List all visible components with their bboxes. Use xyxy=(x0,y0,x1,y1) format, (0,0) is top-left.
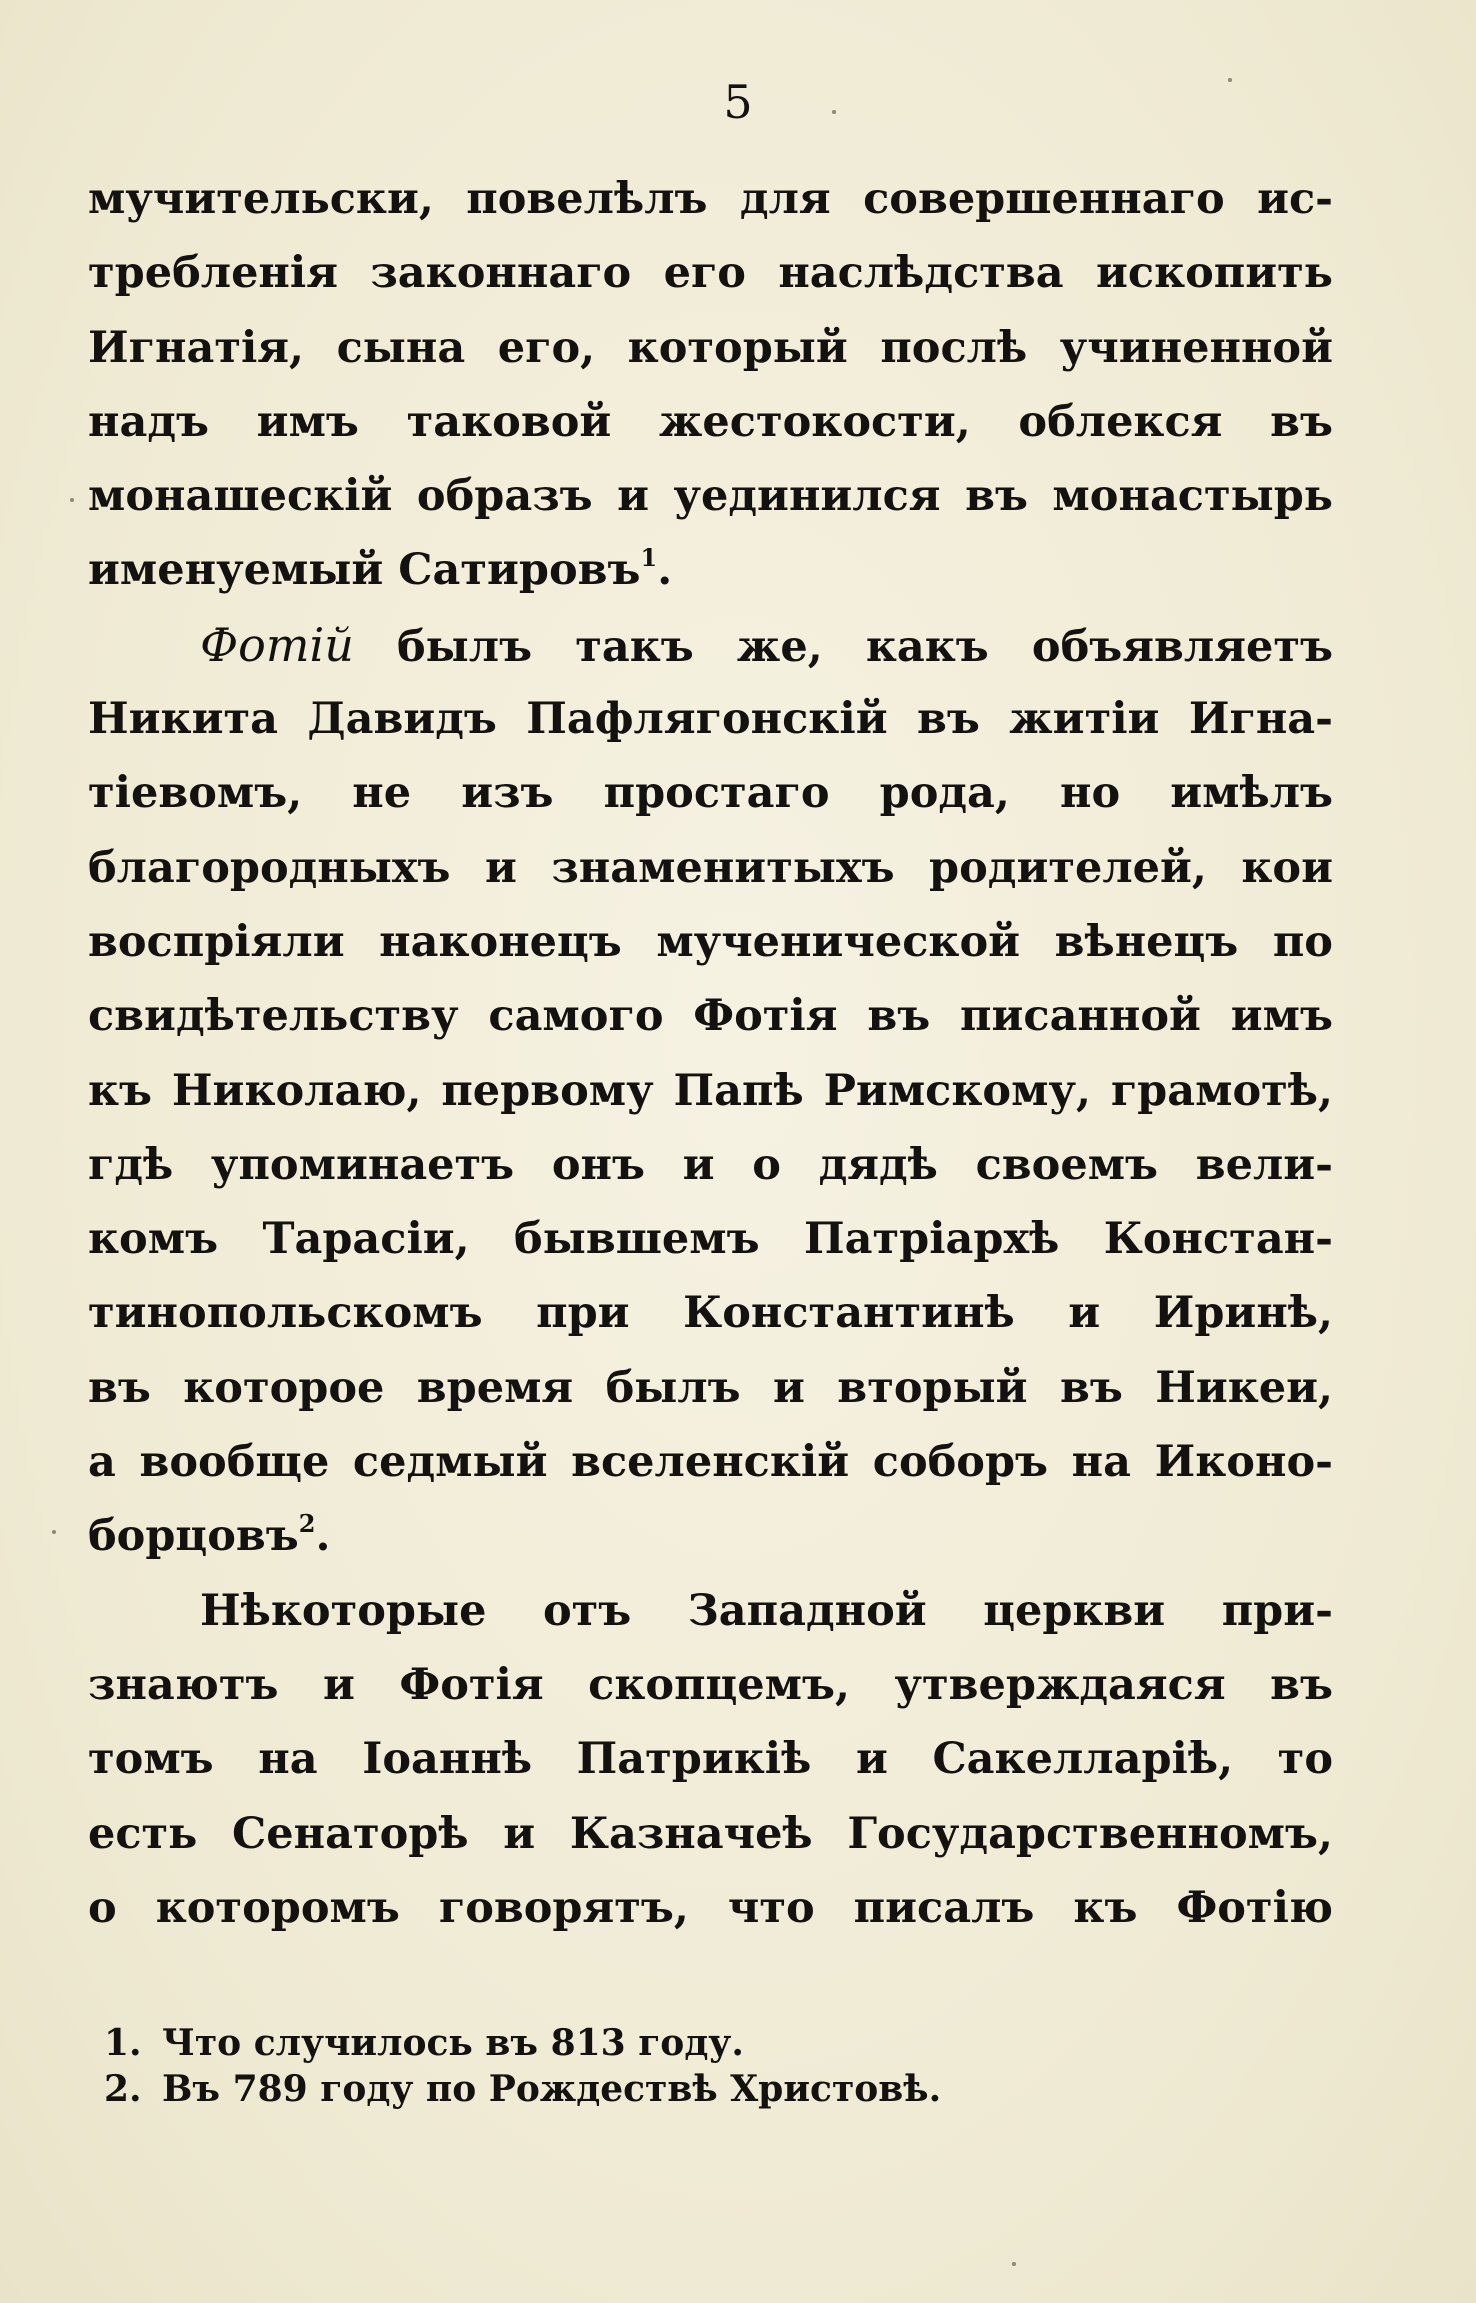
text-line: гдѣ упоминаетъ онъ и о дядѣ своемъ вели- xyxy=(88,1139,1333,1190)
text-line: монашескій образъ и уединился въ монастырь xyxy=(88,471,1333,522)
text-line xyxy=(88,1499,1333,1573)
paper-speck xyxy=(832,110,836,114)
text-line: комъ Тарасіи, бывшемъ Патріархѣ Констан- xyxy=(88,1214,1333,1265)
text-line: Игнатія, сына его, который послѣ учиненной xyxy=(88,322,1333,373)
footnote-number: 1. xyxy=(104,2022,142,2064)
footnote-number: 2. xyxy=(104,2068,142,2110)
footnote xyxy=(104,2066,1304,2112)
line-punctuation: . xyxy=(657,545,673,596)
text-line: къ Николаю, первому Папѣ Римскому, грамотѣ, xyxy=(88,1065,1333,1116)
text-line: Нѣкоторые отъ Западной церкви при- xyxy=(200,1585,1333,1636)
footnote-marker: 1 xyxy=(640,543,658,573)
body-text xyxy=(88,162,1333,1945)
footnotes xyxy=(104,2020,1304,2112)
line-punctuation: . xyxy=(315,1511,331,1562)
text-line: свидѣтельству самого Фотія въ писанной имъ xyxy=(88,991,1333,1042)
line-text: борцовъ xyxy=(88,1511,299,1562)
footnote xyxy=(104,2020,1304,2066)
text-line: надъ имъ таковой жестокости, облекся въ xyxy=(88,396,1333,447)
text-line: о которомъ говорятъ, что писалъ къ Фотію xyxy=(88,1882,1333,1933)
text-line: въ которое время былъ и вторый въ Никеи, xyxy=(88,1362,1333,1413)
text-line: а вообще седмый вселенскій соборъ на Иконо- xyxy=(88,1437,1333,1488)
page-number: 5 xyxy=(723,75,753,129)
footnote-text: Въ 789 году по Рождествѣ Христовѣ. xyxy=(162,2068,942,2110)
text-line: томъ на Іоаннѣ Патрикіѣ и Сакелларіѣ, то xyxy=(88,1734,1333,1785)
footnote-text: Что случилось въ 813 году. xyxy=(162,2022,744,2064)
text-line: тинопольскомъ при Константинѣ и Иринѣ, xyxy=(88,1288,1333,1339)
paper-speck xyxy=(70,498,74,502)
text-line: требленія законнаго его наслѣдства ископить xyxy=(88,248,1333,299)
text-line: Никита Давидъ Пафлягонскій въ житіи Игна- xyxy=(88,694,1333,745)
text-line: мучительски, повелѣлъ для совершеннаго ис- xyxy=(88,174,1333,224)
text-line: знаютъ и Фотія скопцемъ, утверждаяся въ xyxy=(88,1659,1333,1710)
text-line xyxy=(88,608,1333,682)
text-line: благородныхъ и знаменитыхъ родителей, кои xyxy=(88,842,1333,893)
line-text: именуемый Сатировъ xyxy=(88,545,641,596)
italic-name: Фотій xyxy=(200,617,354,672)
paper-speck xyxy=(1012,2262,1016,2266)
footnote-marker: 2 xyxy=(298,1509,316,1539)
line-text: былъ такъ же, какъ объявляетъ xyxy=(397,621,1333,672)
text-line: тіевомъ, не изъ простаго рода, но имѣлъ xyxy=(88,768,1333,819)
text-line: есть Сенаторѣ и Казначеѣ Государственномъ, xyxy=(88,1808,1333,1859)
paper-speck xyxy=(52,1530,56,1534)
text-line xyxy=(88,533,1333,607)
paper-speck xyxy=(1228,78,1232,82)
text-line: воспріяли наконецъ мученической вѣнецъ по xyxy=(88,916,1333,967)
